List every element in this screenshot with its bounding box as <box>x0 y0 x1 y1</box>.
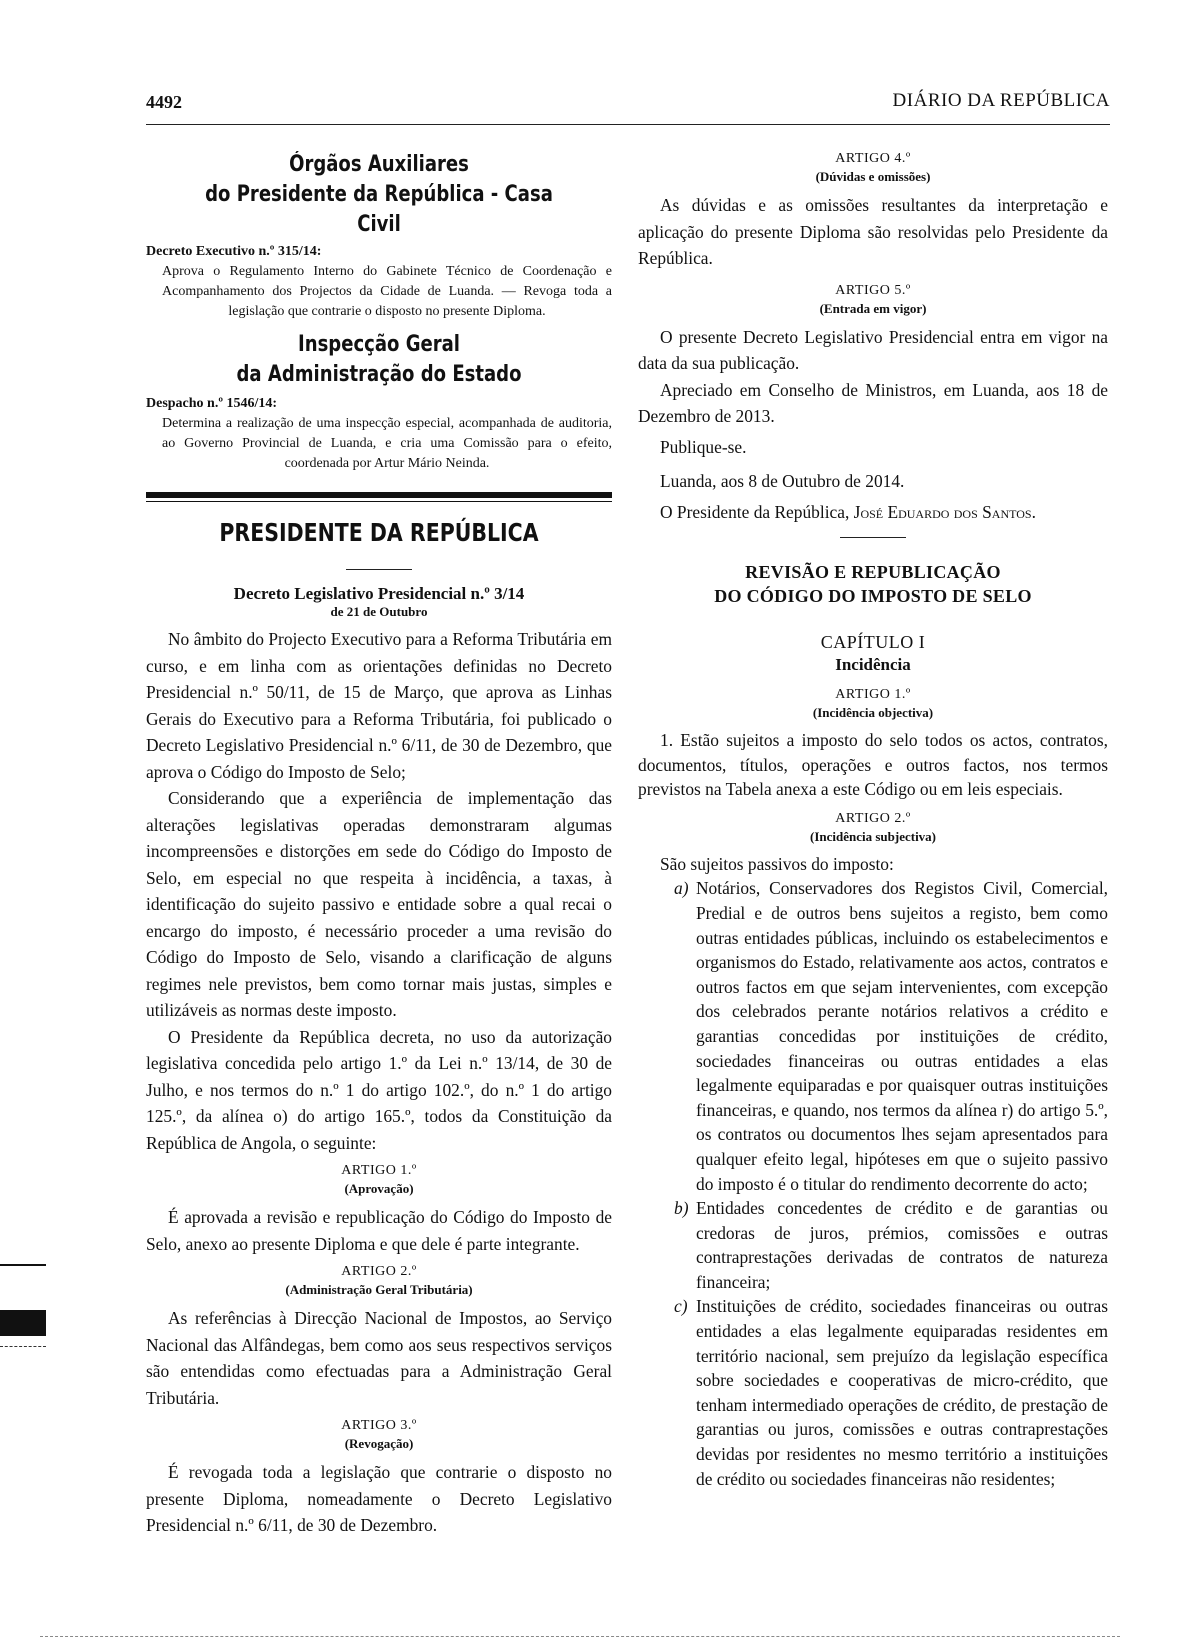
article-label: ARTIGO 5.º <box>835 282 911 298</box>
signature-name: José Eduardo dos Santos. <box>853 501 1036 522</box>
list-marker: b) <box>674 1198 689 1219</box>
article-label: ARTIGO 1.º <box>835 687 911 702</box>
section-heading: Órgãos Auxiliares <box>289 152 469 177</box>
chapter-title: Incidência <box>835 655 911 674</box>
article-text: As dúvidas e as omissões resultantes da interpretação e aplicação do presente Diploma são resolvidas pelo Presidente da República. <box>638 195 1108 268</box>
paragraph: No âmbito do Projecto Executivo para a Reforma Tributária em curso, e em linha com as orientações definidas no Decreto Presidencial n.º 50/11, de 15 de Março, que aprova as Linhas Gerais do Executivo para a Reforma Tributária, foi publicado o Decreto Legislativo Presidencial n.º 6/11, de 30 de Dezembro, que aprova o Código do Imposto de Selo; <box>146 629 612 782</box>
list-marker: a) <box>674 878 689 899</box>
article-subtitle: (Incidência subjectiva) <box>809 828 937 844</box>
right-column <box>638 150 1108 1491</box>
article-subtitle: (Entrada em vigor) <box>819 300 927 316</box>
article-label: ARTIGO 4.º <box>835 151 911 166</box>
article-text: É revogada toda a legislação que contrarie o disposto no presente Diploma, nomeadamente o Decreto Legislativo Presidencial n.º 6/11, de 30 de Dezembro. <box>146 1462 612 1535</box>
article-text: É aprovada a revisão e republicação do Código do Imposto de Selo, anexo ao presente Diploma e que dele é parte integrante. <box>146 1207 612 1254</box>
section-heading: do Presidente da República - Casa Civil <box>205 182 553 237</box>
article-subtitle: (Aprovação) <box>344 1181 414 1196</box>
article-subtitle: (Incidência objectiva) <box>812 705 934 720</box>
list-item <box>638 876 1108 1196</box>
scan-margin-mark <box>0 1310 46 1336</box>
list-item-text: Entidades concedentes de crédito e de garantias ou credoras de juros, prémios, comissões e outras contraprestações derivadas de contratos de natureza financeira; <box>696 1198 1108 1292</box>
article-text: As referências à Direcção Nacional de Impostos, ao Serviço Nacional das Alfândegas, bem como aos seus respectivos serviços são entendidas como efectuadas para a Administração Geral Tributária. <box>146 1308 612 1408</box>
article-label: ARTIGO 1.º <box>341 1163 417 1178</box>
closing-publish: Publique-se. <box>660 436 747 457</box>
left-column <box>146 150 612 1539</box>
summary-item-text: Determina a realização de uma inspecção especial, acompanhada de auditoria, ao Governo Provincial de Luanda, e cria uma Comissão para o efeito, coordenada por Artur Mário Neinda. <box>162 416 612 471</box>
summary-item-title: Despacho n.º 1546/14: <box>146 396 278 411</box>
section-heading: Inspecção Geral <box>298 332 460 357</box>
section-heading: da Administração do Estado <box>236 362 522 387</box>
scan-bottom-edge <box>40 1636 1120 1637</box>
article-text: 1. Estão sujeitos a imposto do selo todos os actos, contratos, documentos, títulos, operações e outros factos, nos termos previstos na Tabela anexa a este Código ou em leis especiais. <box>638 730 1108 800</box>
scan-margin-mark <box>0 1264 46 1266</box>
revision-title: REVISÃO E REPUBLICAÇÃO <box>745 562 1001 582</box>
article-label: ARTIGO 3.º <box>341 1418 417 1433</box>
article-subtitle: (Administração Geral Tributária) <box>285 1282 473 1297</box>
journal-title: DIÁRIO DA REPÚBLICA <box>892 90 1110 111</box>
short-divider <box>346 569 412 570</box>
list-marker: c) <box>674 1296 688 1317</box>
list-item <box>638 1196 1108 1294</box>
article-subtitle: (Revogação) <box>344 1436 414 1451</box>
main-heading: PRESIDENTE DA REPÚBLICA <box>219 518 539 547</box>
summary-item-title: Decreto Executivo n.º 315/14: <box>146 244 322 259</box>
list-item-text: Notários, Conservadores dos Registos Civil, Comercial, Predial e de outros bens sujeitos a registo, bem como outras entidades públicas, incluindo os estabelecimentos e organismos do Estado, relativamente aos actos, contratos e outros factos em que sejam intervenientes, com excepção dos celebrados perante notários relativos a crédito e garantias concedidas por instituições de crédito, sociedades financeiras ou outras entidades a elas legalmente equiparadas e por quaisquer outras instituições financeiras, e quando, nos termos da alínea r) do artigo 5.º, os contratos ou documentos lhes sejam apresentados para qualquer efeito legal, hipóteses em que o sujeito passivo do imposto é o titular do rendimento decorrente do acto; <box>696 878 1108 1194</box>
page-header <box>146 90 1110 125</box>
paragraph: O Presidente da República decreta, no uso da autorização legislativa concedida pelo artigo 1.º da Lei n.º 13/14, de 30 de Julho, e nos termos do n.º 1 do artigo 102.º, do n.º 1 do artigo 125.º, da alínea o) do artigo 165.º, todos da Constituição da República de Angola, o seguinte: <box>146 1026 612 1153</box>
article-text: O presente Decreto Legislativo Presidencial entra em vigor na data da sua publicação. <box>638 326 1108 373</box>
article-label: ARTIGO 2.º <box>341 1264 417 1279</box>
closing-place-date: Luanda, aos 8 de Outubro de 2014. <box>660 471 905 491</box>
decree-date: de 21 de Outubro <box>330 604 428 619</box>
scan-margin-mark <box>0 1346 46 1347</box>
section-divider <box>146 492 612 498</box>
list-item <box>638 1294 1108 1491</box>
article-label: ARTIGO 2.º <box>835 810 911 826</box>
summary-item-text: Aprova o Regulamento Interno do Gabinete Técnico de Coordenação e Acompanhamento dos Projectos da Cidade de Luanda. — Revoga toda a legislação que contrarie o disposto no presente Diploma. <box>162 264 612 319</box>
list-item-text: Instituições de crédito, sociedades financeiras ou outras entidades a elas legalmente equiparadas residentes em território nacional, sem prejuízo da legislação específica sobre sociedades e cooperativas de micro-crédito, que tenham intermediado operações de crédito, de prestação de garantias ou juros, comissões e outras contraprestações devidas por residentes no mesmo território a instituições de crédito ou sociedades financeiras não residentes; <box>696 1296 1108 1489</box>
signature-prefix: O Presidente da República, <box>660 501 850 522</box>
decree-title: Decreto Legislativo Presidencial n.º 3/14 <box>233 584 525 603</box>
closing-appreciated: Apreciado em Conselho de Ministros, em Luanda, aos 18 de Dezembro de 2013. <box>638 379 1108 426</box>
paragraph: Considerando que a experiência de implementação das alterações legislativas operadas demonstraram algumas incompreensões e distorções em sede do Código do Imposto de Selo, em especial no que respeita à incidência, a taxas, à identificação do sujeito passivo e entidade sobre a qual recai o encargo do imposto, é necessário proceder a uma revisão do Código do Imposto de Selo, visando a clarificação de alguns regimes nele previstos, bem como tornar mais justas, simples e utilizáveis as normas deste imposto. <box>146 788 612 1020</box>
signature-line <box>638 499 1108 526</box>
revision-title: DO CÓDIGO DO IMPOSTO DE SELO <box>714 586 1032 606</box>
page-number: 4492 <box>146 92 182 112</box>
short-divider <box>840 537 906 538</box>
chapter-label: CAPÍTULO I <box>820 632 926 652</box>
article-subtitle: (Dúvidas e omissões) <box>815 169 931 184</box>
article-intro: São sujeitos passivos do imposto: <box>660 853 894 874</box>
section-divider <box>146 501 612 502</box>
